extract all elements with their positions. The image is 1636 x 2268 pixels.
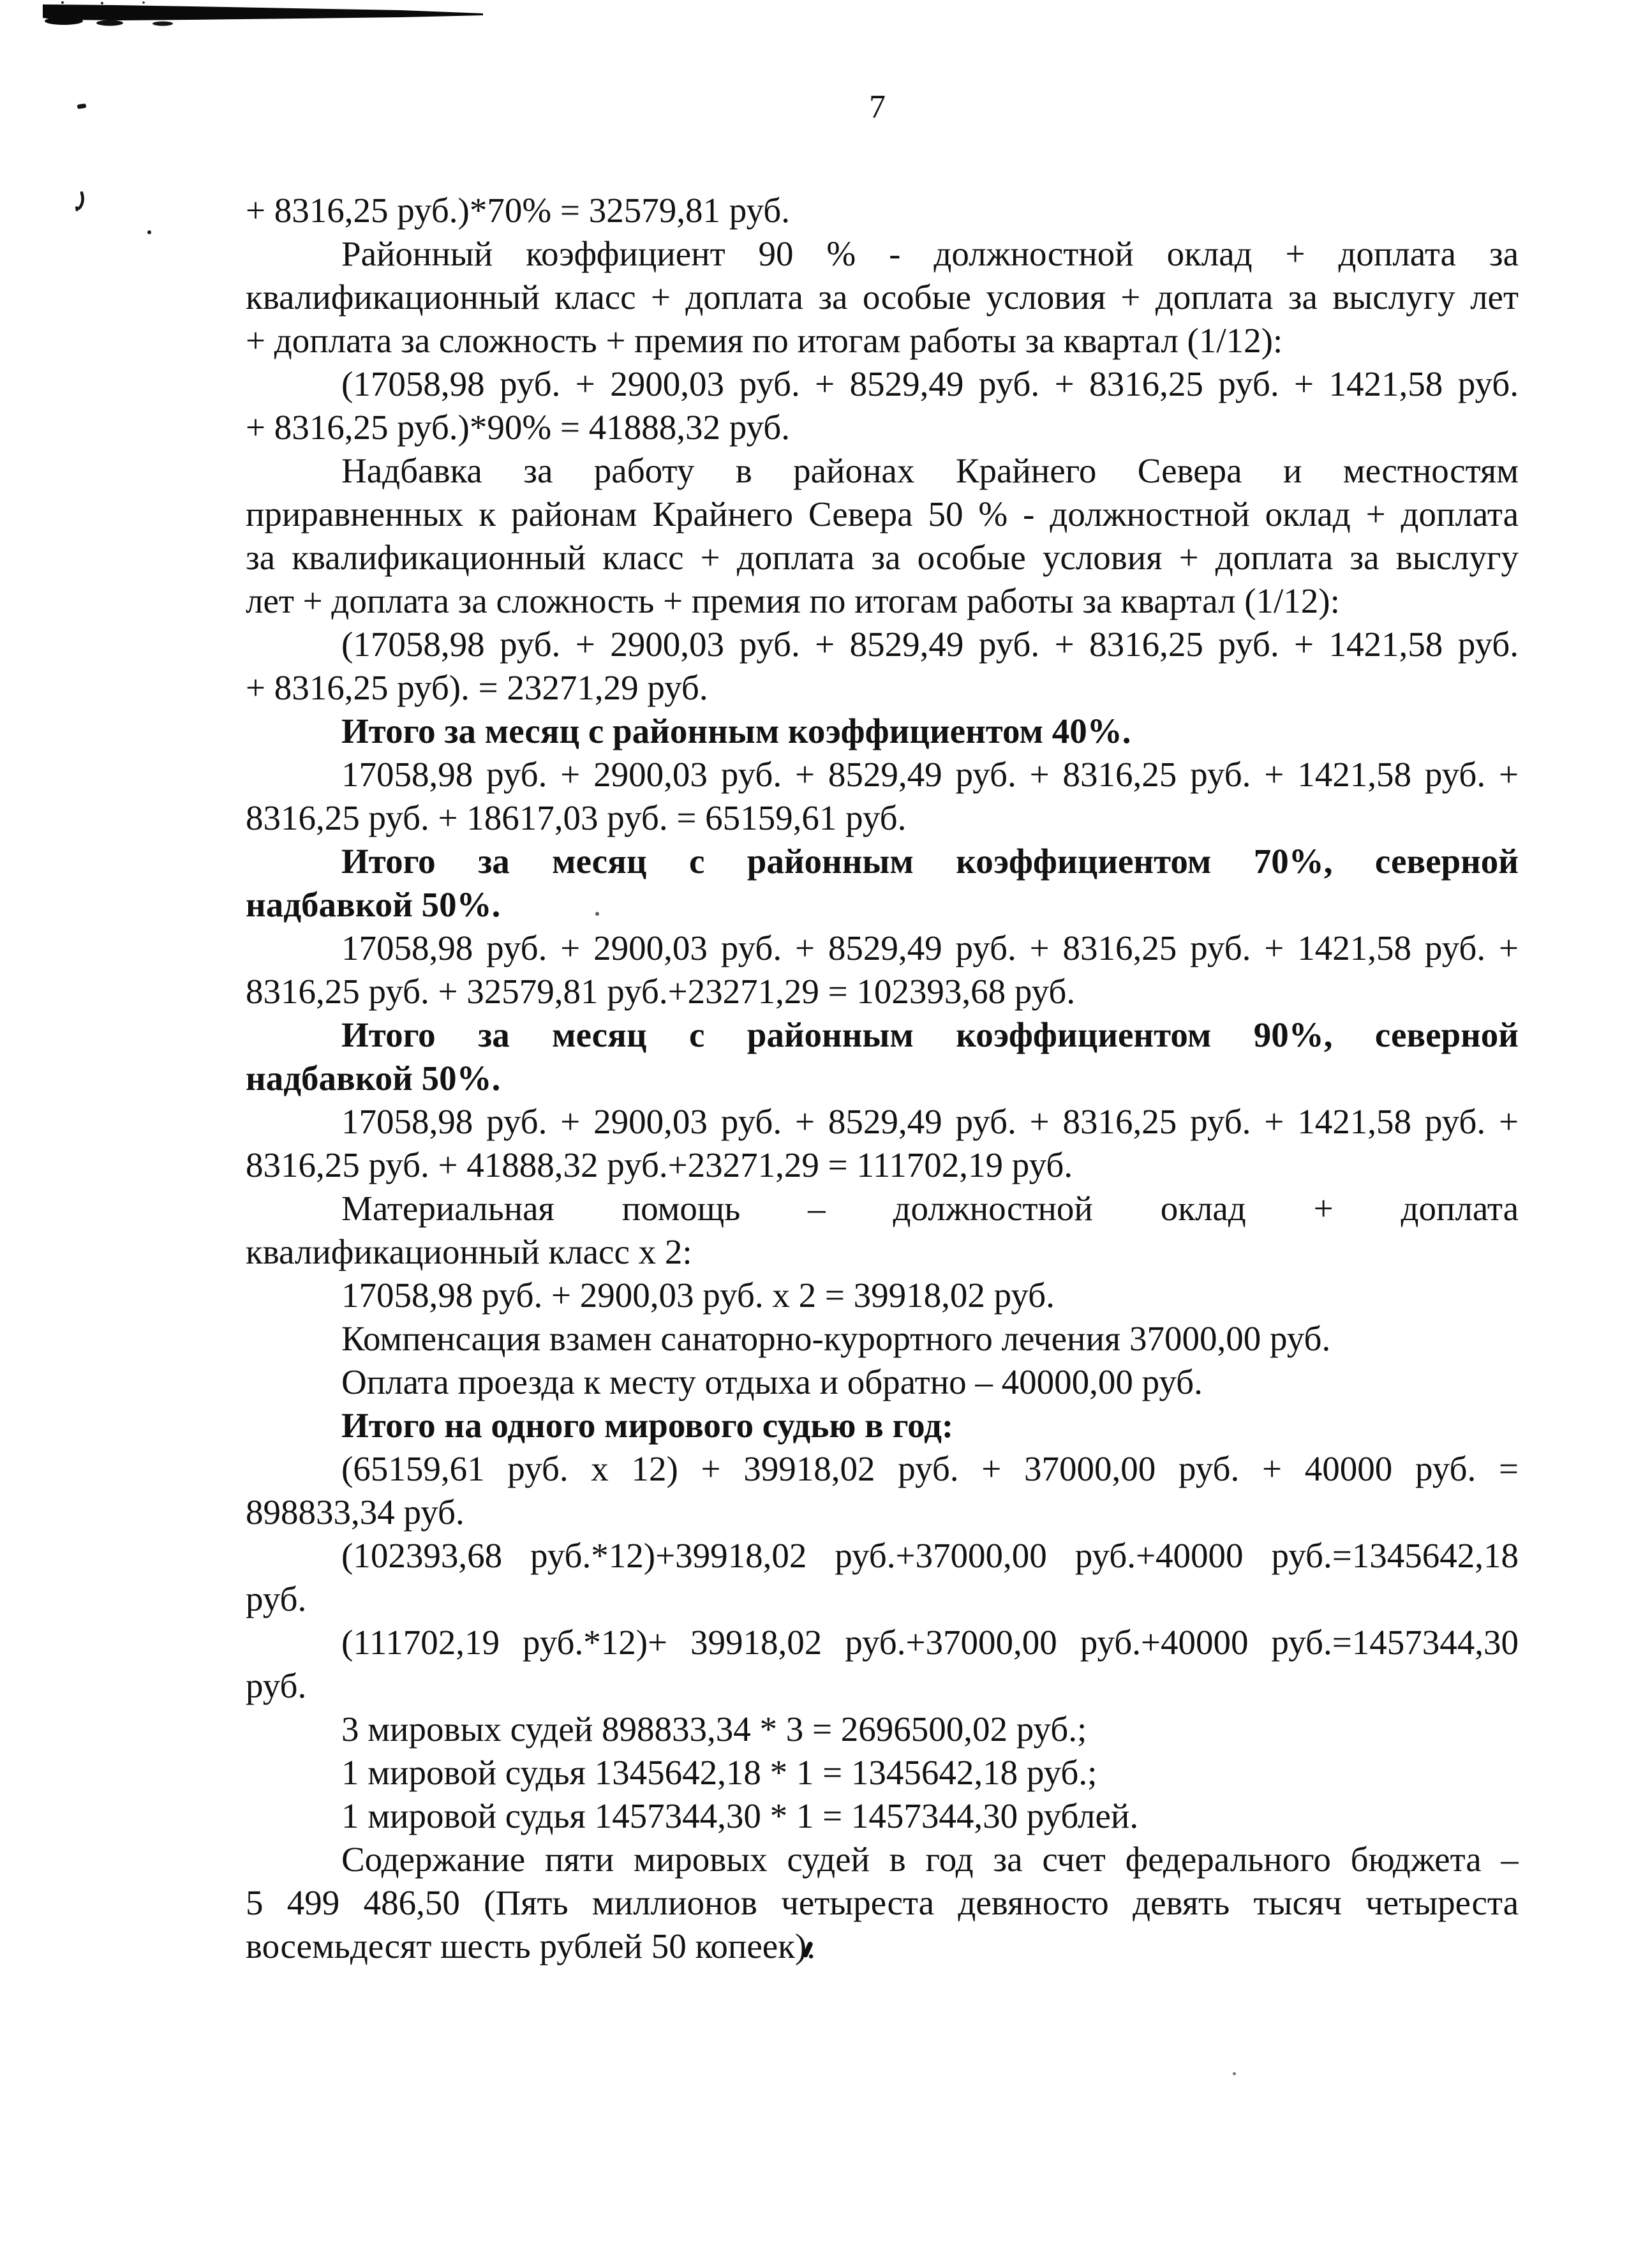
text-line: + 8316,25 руб.)*90% = 41888,32 руб. [246,408,790,447]
text-line: (102393,68 руб.*12)+39918,02 руб.+37000,00 руб.+40000 руб.=1345642,18 [341,1536,1519,1575]
scan-speck-artifact [1233,2072,1236,2075]
text-line: 898833,34 руб. [246,1493,465,1532]
text-line: Итого за месяц с районным коэффициентом 90%, северной [341,1015,1519,1054]
text-line: 17058,98 руб. + 2900,03 руб. + 8529,49 руб. + 8316,25 руб. + 1421,58 руб. + [341,1102,1519,1141]
text-line: 8316,25 руб. + 41888,32 руб.+23271,29 = 111702,19 руб. [246,1145,1073,1184]
text-line: 17058,98 руб. + 2900,03 руб. + 8529,49 руб. + 8316,25 руб. + 1421,58 руб. + [341,755,1519,794]
document-body [246,189,1519,1968]
text-line: Надбавка за работу в районах Крайнего Севера и местностям [341,451,1519,490]
text-line: 1 мировой судья 1345642,18 * 1 = 1345642,18 руб.; [341,1753,1097,1792]
text-line: (111702,19 руб.*12)+ 39918,02 руб.+37000,00 руб.+40000 руб.=1457344,30 [341,1623,1519,1662]
text-line: надбавкой 50%. [246,885,501,924]
text-line: 8316,25 руб. + 18617,03 руб. = 65159,61 руб. [246,798,907,837]
text-line: (17058,98 руб. + 2900,03 руб. + 8529,49 руб. + 8316,25 руб. + 1421,58 руб. [341,625,1519,664]
text-line: 5 499 486,50 (Пять миллионов четыреста девяносто девять тысяч четыреста [246,1883,1519,1922]
text-line: 3 мировых судей 898833,34 * 3 = 2696500,02 руб.; [341,1710,1087,1749]
text-line: + 8316,25 руб). = 23271,29 руб. [246,668,708,707]
text-line: квалификационный класс х 2: [246,1232,692,1271]
text-line: 8316,25 руб. + 32579,81 руб.+23271,29 = 102393,68 руб. [246,972,1076,1011]
text-line: лет + доплата за сложность + премия по итогам работы за квартал (1/12): [246,581,1340,620]
text-line: 1 мировой судья 1457344,30 * 1 = 1457344,30 рублей. [341,1796,1139,1835]
text-line: приравненных к районам Крайнего Севера 50 % - должностной оклад + доплата [246,495,1519,533]
scan-speck-artifact [77,103,87,109]
text-line: 17058,98 руб. + 2900,03 руб. х 2 = 39918,02 руб. [341,1276,1055,1315]
text-line: + доплата за сложность + премия по итогам работы за квартал (1/12): [246,321,1283,360]
text-line: руб. [246,1666,307,1705]
text-line: Районный коэффициент 90 % - должностной оклад + доплата за [341,234,1519,273]
text-line: (65159,61 руб. х 12) + 39918,02 руб. + 37000,00 руб. + 40000 руб. = [341,1449,1519,1488]
text-line: + 8316,25 руб.)*70% = 32579,81 руб. [246,191,790,230]
scan-hook-artifact [75,191,86,212]
text-line: Итого за месяц с районным коэффициентом 40%. [341,712,1131,750]
text-line: Оплата проезда к месту отдыха и обратно – 40000,00 руб. [341,1362,1203,1401]
text-line: восемьдесят шесть рублей 50 копеек). [246,1927,815,1966]
text-line: 17058,98 руб. + 2900,03 руб. + 8529,49 руб. + 8316,25 руб. + 1421,58 руб. + [341,929,1519,967]
scan-speck-artifact [147,230,151,234]
text-line: Компенсация взамен санаторно-курортного лечения 37000,00 руб. [341,1319,1331,1358]
text-line: Материальная помощь – должностной оклад + доплата [341,1189,1519,1228]
text-line: за квалификационный класс + доплата за особые условия + доплата за выслугу [246,538,1519,577]
text-line: руб. [246,1579,307,1618]
text-line: (17058,98 руб. + 2900,03 руб. + 8529,49 руб. + 8316,25 руб. + 1421,58 руб. [341,364,1519,403]
text-line: Итого на одного мирового судью в год: [341,1406,954,1445]
text-line: надбавкой 50%. [246,1059,501,1098]
text-line: Итого за месяц с районным коэффициентом 70%, северной [341,842,1519,881]
scan-streak-artifact [26,0,498,38]
text-line: квалификационный класс + доплата за особые условия + доплата за выслугу лет [246,278,1519,317]
page-number: 7 [869,89,886,125]
text-line: Содержание пяти мировых судей в год за счет федерального бюджета – [341,1840,1519,1879]
